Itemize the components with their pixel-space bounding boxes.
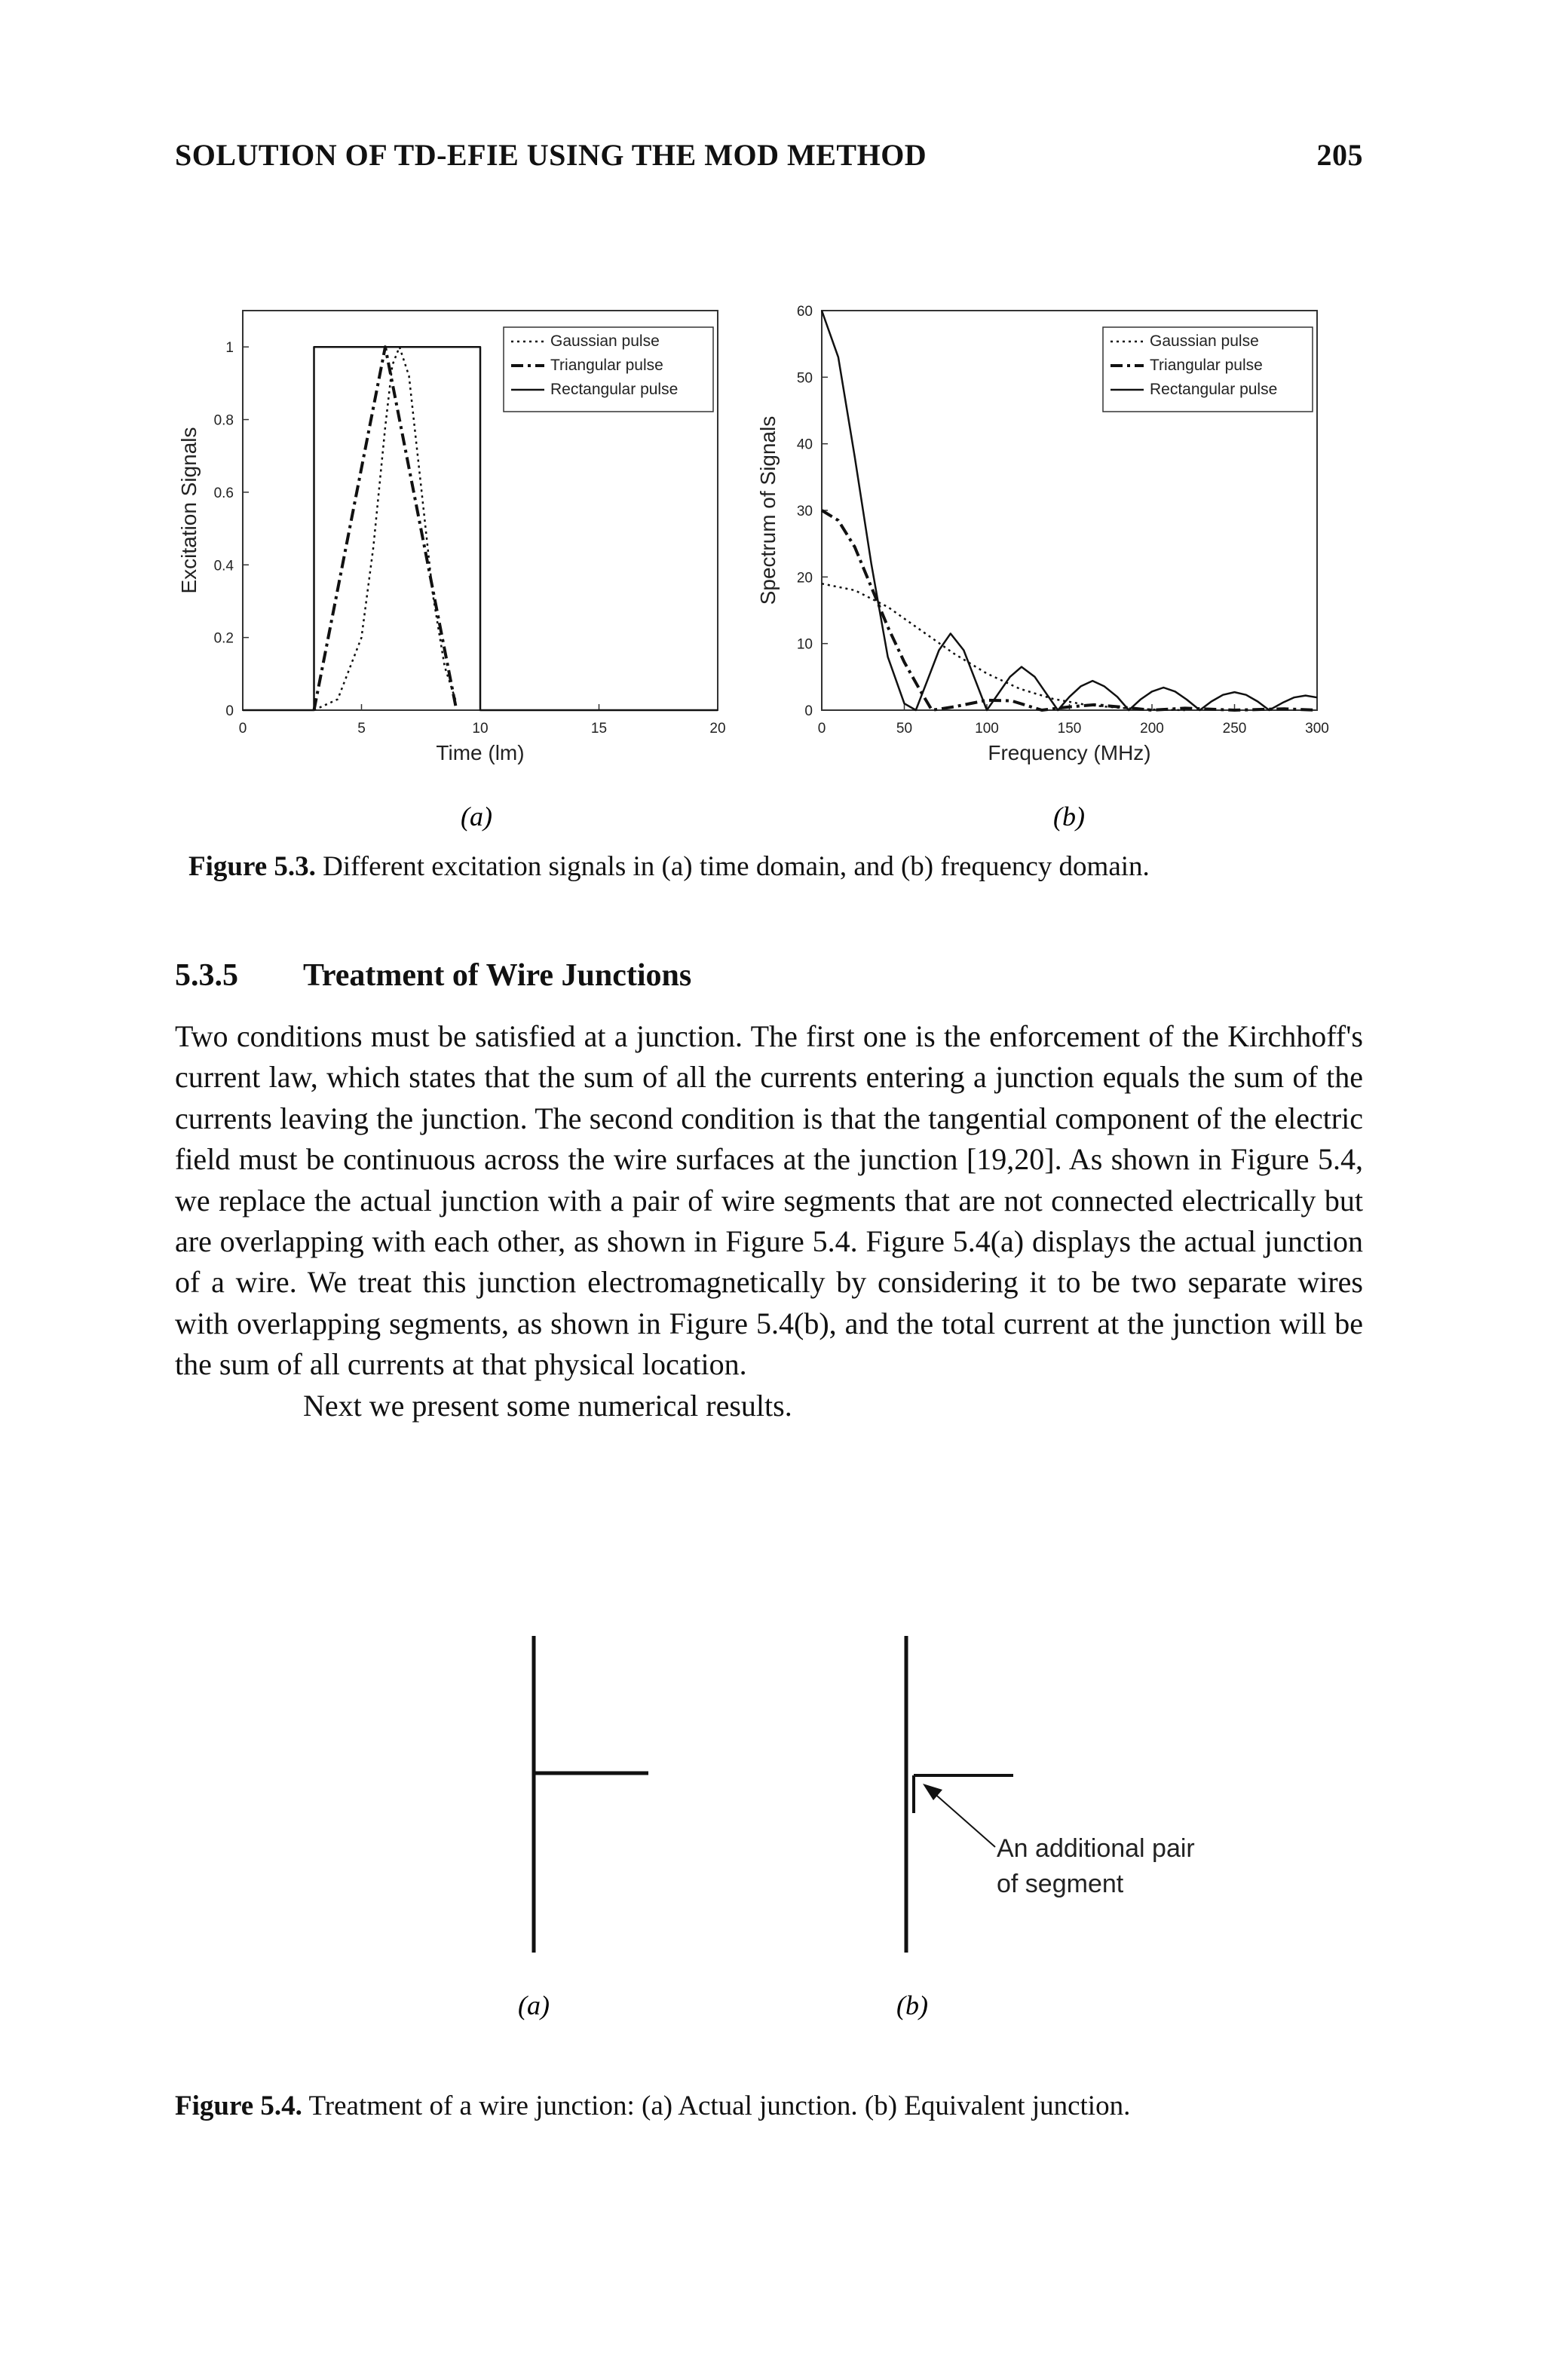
figure-5-3-panel-a-label: (a) bbox=[461, 801, 492, 832]
chart-b-x-tick-label: 250 bbox=[1222, 721, 1247, 737]
figure-5-4-caption-text: Treatment of a wire junction: (a) Actual junction. (b) Equivalent junction. bbox=[308, 2091, 1131, 2121]
chart-a-x-tick-label: 0 bbox=[238, 721, 247, 737]
chart-a-series-gaussian-pulse bbox=[314, 347, 457, 710]
chart-a-x-axis-label: Time (lm) bbox=[436, 741, 525, 764]
figure-5-3-caption-label: Figure 5.3. bbox=[188, 851, 316, 882]
chart-a-x-tick-label: 10 bbox=[472, 721, 489, 737]
figure-5-4-panel-b-label: (b) bbox=[896, 1990, 928, 2020]
chart-a-y-axis-label: Excitation Signals bbox=[177, 427, 201, 594]
chart-b-x-tick-label: 0 bbox=[817, 721, 826, 737]
chart-b-y-tick-label: 0 bbox=[804, 703, 813, 719]
chart-a-legend-label: Rectangular pulse bbox=[550, 381, 679, 398]
figure-5-3-caption bbox=[188, 850, 1150, 883]
chart-a-x-tick-label: 5 bbox=[357, 721, 366, 737]
chart-b-legend-label: Rectangular pulse bbox=[1150, 381, 1278, 398]
chart-b-y-tick-label: 50 bbox=[796, 370, 813, 387]
annotation-arrow-line bbox=[932, 1791, 995, 1847]
chart-a-y-tick-label: 1 bbox=[225, 340, 234, 357]
equivalent-junction-diagram bbox=[906, 1636, 1195, 1953]
figure-5-4 bbox=[422, 1621, 1267, 2043]
body-text bbox=[175, 1016, 1363, 1426]
chart-a-y-tick-label: 0.8 bbox=[213, 412, 234, 429]
chart-b-series-gaussian-pulse bbox=[822, 584, 1185, 710]
figure-5-4-caption-label: Figure 5.4. bbox=[175, 2091, 302, 2121]
figure-5-3-panel-b-label: (b) bbox=[1053, 801, 1085, 832]
chart-a-legend-label: Triangular pulse bbox=[550, 357, 663, 374]
chart-a-y-tick-label: 0.2 bbox=[213, 630, 234, 647]
figure-5-4-caption bbox=[175, 2090, 1130, 2122]
chart-b-y-tick-label: 40 bbox=[796, 436, 813, 453]
chart-a-legend-label: Gaussian pulse bbox=[550, 332, 660, 350]
chart-frequency-domain bbox=[756, 304, 1329, 764]
chart-b-x-tick-label: 200 bbox=[1140, 721, 1164, 737]
running-head-title: SOLUTION OF TD-EFIE USING THE MOD METHOD bbox=[175, 138, 927, 172]
chart-b-x-tick-label: 300 bbox=[1305, 721, 1329, 737]
chart-b-y-tick-label: 60 bbox=[796, 304, 813, 320]
chart-b-y-axis-label: Spectrum of Signals bbox=[756, 415, 780, 605]
running-head bbox=[175, 137, 1363, 173]
section-heading bbox=[175, 957, 691, 994]
chart-b-x-tick-label: 50 bbox=[896, 721, 913, 737]
chart-a-y-tick-label: 0.6 bbox=[213, 485, 234, 501]
chart-b-x-tick-label: 100 bbox=[975, 721, 999, 737]
chart-b-y-tick-label: 10 bbox=[796, 636, 813, 653]
chart-b-legend-label: Gaussian pulse bbox=[1150, 332, 1259, 350]
chart-a-y-tick-label: 0.4 bbox=[213, 558, 234, 574]
paragraph-2: Next we present some numerical results. bbox=[303, 1388, 792, 1423]
chart-a-series-triangular-pulse bbox=[314, 347, 457, 710]
chart-a-x-tick-label: 20 bbox=[709, 721, 726, 737]
actual-junction-diagram bbox=[534, 1636, 648, 1953]
figure-5-3 bbox=[136, 294, 1357, 837]
section-number: 5.3.5 bbox=[175, 958, 238, 993]
chart-b-y-tick-label: 30 bbox=[796, 504, 813, 519]
figure-5-4-panel-a-label: (a) bbox=[518, 1990, 550, 2020]
annotation-line-2: of segment bbox=[997, 1870, 1124, 1898]
chart-a-x-tick-label: 15 bbox=[590, 721, 608, 737]
chart-a-y-tick-label: 0 bbox=[225, 703, 234, 719]
chart-b-x-tick-label: 150 bbox=[1057, 721, 1082, 737]
chart-b-x-axis-label: Frequency (MHz) bbox=[988, 741, 1151, 764]
chart-b-legend-label: Triangular pulse bbox=[1150, 357, 1263, 374]
annotation-line-1: An additional pair bbox=[997, 1834, 1195, 1863]
page-number: 205 bbox=[1316, 138, 1363, 172]
chart-b-y-tick-label: 20 bbox=[796, 570, 813, 587]
section-title: Treatment of Wire Junctions bbox=[303, 958, 692, 993]
chart-time-domain bbox=[177, 311, 726, 764]
paragraph-1: Two conditions must be satisfied at a junction. The first one is the enforcement of the Kirchhoff's current law, which states that the sum of all the currents entering a junction equals the sum of the currents leaving the junction. The second condition is that the tangential component of the electric field must be continuous across the wire surfaces at the junction [19,20]. As shown in Figure 5.4, we replace the actual junction with a pair of wire segments that are not connected electrically but are overlapping with each other, as shown in Figure 5.4. Figure 5.4(a) displays the actual junction of a wire. We treat this junction electromagnetically by considering it to be two separate wires with overlapping segments, as shown in Figure 5.4(b), and the total current at the junction will be the sum of all currents at that physical location. bbox=[175, 1019, 1363, 1382]
figure-5-3-caption-text: Different excitation signals in (a) time domain, and (b) frequency domain. bbox=[323, 851, 1150, 882]
